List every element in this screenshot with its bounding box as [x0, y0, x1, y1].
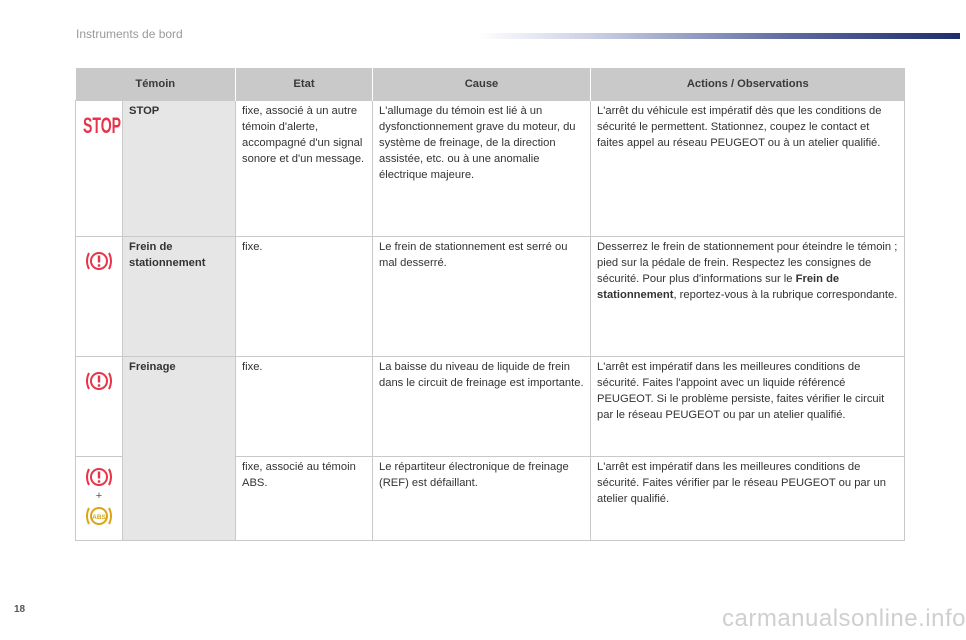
section-title-gradient-bar — [478, 33, 960, 39]
plus-sign: + — [95, 490, 103, 502]
icon-cell — [76, 357, 123, 457]
stop-icon-label: STOP — [83, 113, 121, 138]
table-row — [76, 237, 905, 357]
column-header-actions: Actions / Observations — [591, 68, 905, 101]
section-title: Instruments de bord — [76, 27, 183, 41]
parking-brake-warning-icon — [84, 249, 114, 273]
column-header-etat: Etat — [236, 68, 373, 101]
watermark-logo: carmanualsonline.info — [722, 605, 966, 632]
table-row — [76, 101, 905, 237]
brake-and-abs-warning-icon — [83, 465, 115, 529]
column-header-temoin: Témoin — [76, 68, 236, 101]
temoin-stop: STOP — [123, 101, 236, 237]
icon-cell — [76, 457, 123, 541]
table-header-row — [76, 68, 905, 101]
abs-icon-label: ABS — [92, 514, 106, 521]
brake-warning-icon — [87, 469, 111, 485]
icon-cell — [76, 237, 123, 357]
etat-cell: fixe. — [236, 237, 373, 357]
temoin-parking-brake: Frein de stationnement — [123, 237, 236, 357]
cause-cell: Le frein de stationnement est serré ou mal desserré. — [373, 237, 591, 357]
etat-cell: fixe. — [236, 357, 373, 457]
cause-cell: L'allumage du témoin est lié à un dysfonctionnement grave du moteur, du système de freinage, de la direction assistée, etc. ou à une anomalie électrique majeure. — [373, 101, 591, 237]
brake-warning-icon — [84, 369, 114, 393]
page-number: 18 — [14, 604, 26, 615]
etat-cell: fixe, associé au témoin ABS. — [236, 457, 373, 541]
warning-lights-table — [75, 68, 905, 541]
stop-warning-icon — [82, 112, 122, 138]
abs-warning-icon — [87, 508, 111, 524]
temoin-braking: Freinage — [123, 357, 236, 541]
actions-cell — [591, 237, 905, 357]
actions-cell: L'arrêt est impératif dans les meilleures conditions de sécurité. Faites l'appoint avec un liquide référencé PEUGEOT. Si le problème persiste, faites vérifier le circuit par le réseau PEUGEOT ou par un atelier qualifié. — [591, 357, 905, 457]
table-row — [76, 357, 905, 457]
actions-cell: L'arrêt du véhicule est impératif dès que les conditions de sécurité le permettent. Stationnez, coupez le contact et faites appel au réseau PEUGEOT ou à un atelier qualifié. — [591, 101, 905, 237]
cause-cell: La baisse du niveau de liquide de frein dans le circuit de freinage est importante. — [373, 357, 591, 457]
etat-cell: fixe, associé à un autre témoin d'alerte, accompagné d'un signal sonore et d'un message. — [236, 101, 373, 237]
icon-cell — [76, 101, 123, 237]
column-header-cause: Cause — [373, 68, 591, 101]
actions-text-part1: Desserrez le frein de stationnement pour éteindre le témoin ; pied sur la pédale de frein. Respectez les consignes de sécurité. Pour plus d'informations sur le — [597, 241, 898, 285]
actions-text-part2: , reportez-vous à la rubrique correspondante. — [673, 289, 898, 301]
cause-cell: Le répartiteur électronique de freinage (REF) est défaillant. — [373, 457, 591, 541]
parking-brake-reference: Frein de stationnement — [597, 273, 840, 301]
actions-cell: L'arrêt est impératif dans les meilleures conditions de sécurité. Faites vérifier par le réseau PEUGEOT ou par un atelier qualifié. — [591, 457, 905, 541]
